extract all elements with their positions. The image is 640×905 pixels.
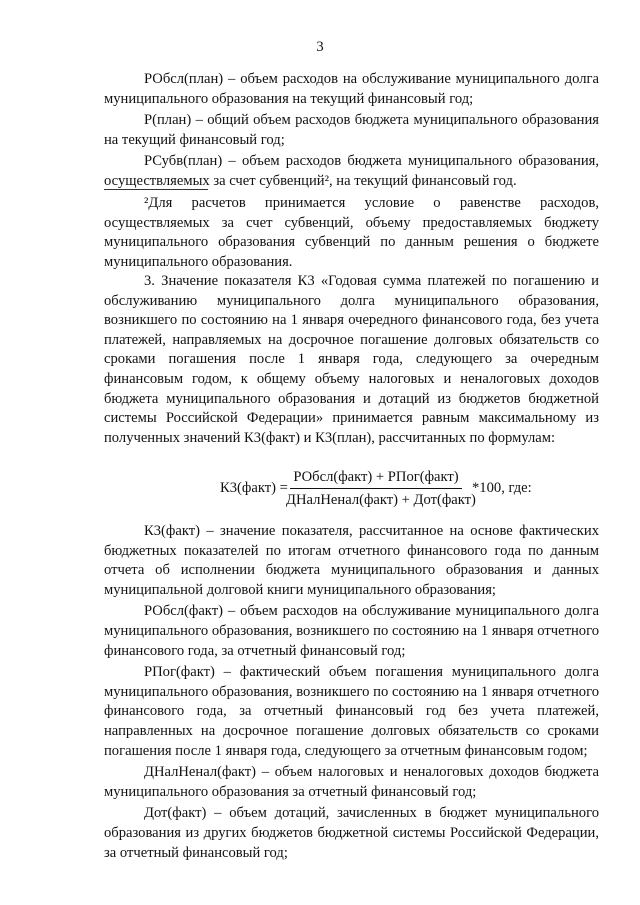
definition-r-plan: Р(план) – общий объем расходов бюджета муниципального образования на текущий финансовый год; (104, 112, 599, 148)
indicator-k3-intro: 3. Значение показателя К3 «Годовая сумма платежей по погашению и обслуживанию муниципального долга муниципального образования, возникшего по состоянию на 1 января очередного финансового года, без учета платежей, направляемых на досрочное погашение долговых обязательств со сроками погашения после 1 января года, следующего за очередным финансовым годом, к общему объему налоговых и неналоговых доходов бюджета муниципального образования и дотаций из бюджетов бюджетной системы Российской Федерации» принимается равным максимальному из полученных значений К3(факт) и К3(план), рассчитанных по формулам: (104, 273, 599, 446)
definition-rpog-fact: РПог(факт) – фактический объем погашения муниципального долга муниципального образования, возникшего по состоянию на 1 января отчетного финансового года, за отчетный финансовый год без учета платежей, направленных на досрочное погашение долговых обязательств со сроками погашения после 1 января года, следующего за отчетным финансовым годом; (104, 664, 599, 759)
page-number: 3 (316, 39, 324, 55)
definition-k3-fact: К3(факт) – значение показателя, рассчитанное на основе фактических бюджетных показателей по итогам отчетного финансового года по данным отчета об исполнении бюджета муниципального образования и данных муниципальной долговой книги муниципального образования; (104, 523, 599, 598)
definition-dnalnenal-fact: ДНалНенал(факт) – объем налоговых и неналоговых доходов бюджета муниципального образования за отчетный финансовый год; (104, 764, 599, 800)
definition-rsubv-plan-tail: , на текущий финансовый год. (328, 172, 517, 189)
definition-dot-fact: Дот(факт) – объем дотаций, зачисленных в бюджет муниципального образования из других бюджетов бюджетной системы Российской Федерации, за отчетный финансовый год; (104, 805, 599, 861)
definition-robsl-fact: РОбсл(факт) – объем расходов на обслуживание муниципального долга муниципального образования, возникшего по состоянию на 1 января отчетного финансового года, за отчетный финансовый год; (104, 603, 599, 659)
formula-left: К3(факт) = (220, 480, 288, 496)
footnote-separator (104, 189, 208, 190)
definition-robsl-plan: РОбсл(план) – объем расходов на обслуживание муниципального долга муниципального образования на текущий финансовый год; (104, 71, 599, 107)
formula-k3-fact (220, 468, 600, 512)
footnote (104, 194, 599, 272)
formula-right: *100, где: (472, 480, 532, 496)
definition-rsubv-plan-text: РСубв(план) – объем расходов бюджета муниципального образования, осуществляемых за счет субвенций² (104, 153, 599, 189)
formula-fraction (286, 468, 476, 511)
formula-numerator: РОбсл(факт) + РПог(факт) (293, 469, 459, 485)
definition-rsubv-plan (104, 152, 599, 191)
formula-denominator: ДНалНенал(факт) + Дот(факт) (286, 492, 476, 508)
indicator-intro (104, 272, 599, 448)
definitions-bottom (104, 522, 599, 863)
definitions-top (104, 70, 599, 192)
footnote-text: ²Для расчетов принимается условие о равенстве расходов, осуществляемых за счет субвенций, объему предоставляемых бюджету муниципального образования субвенций по данным решения о бюджете муниципального образования. (104, 195, 599, 270)
